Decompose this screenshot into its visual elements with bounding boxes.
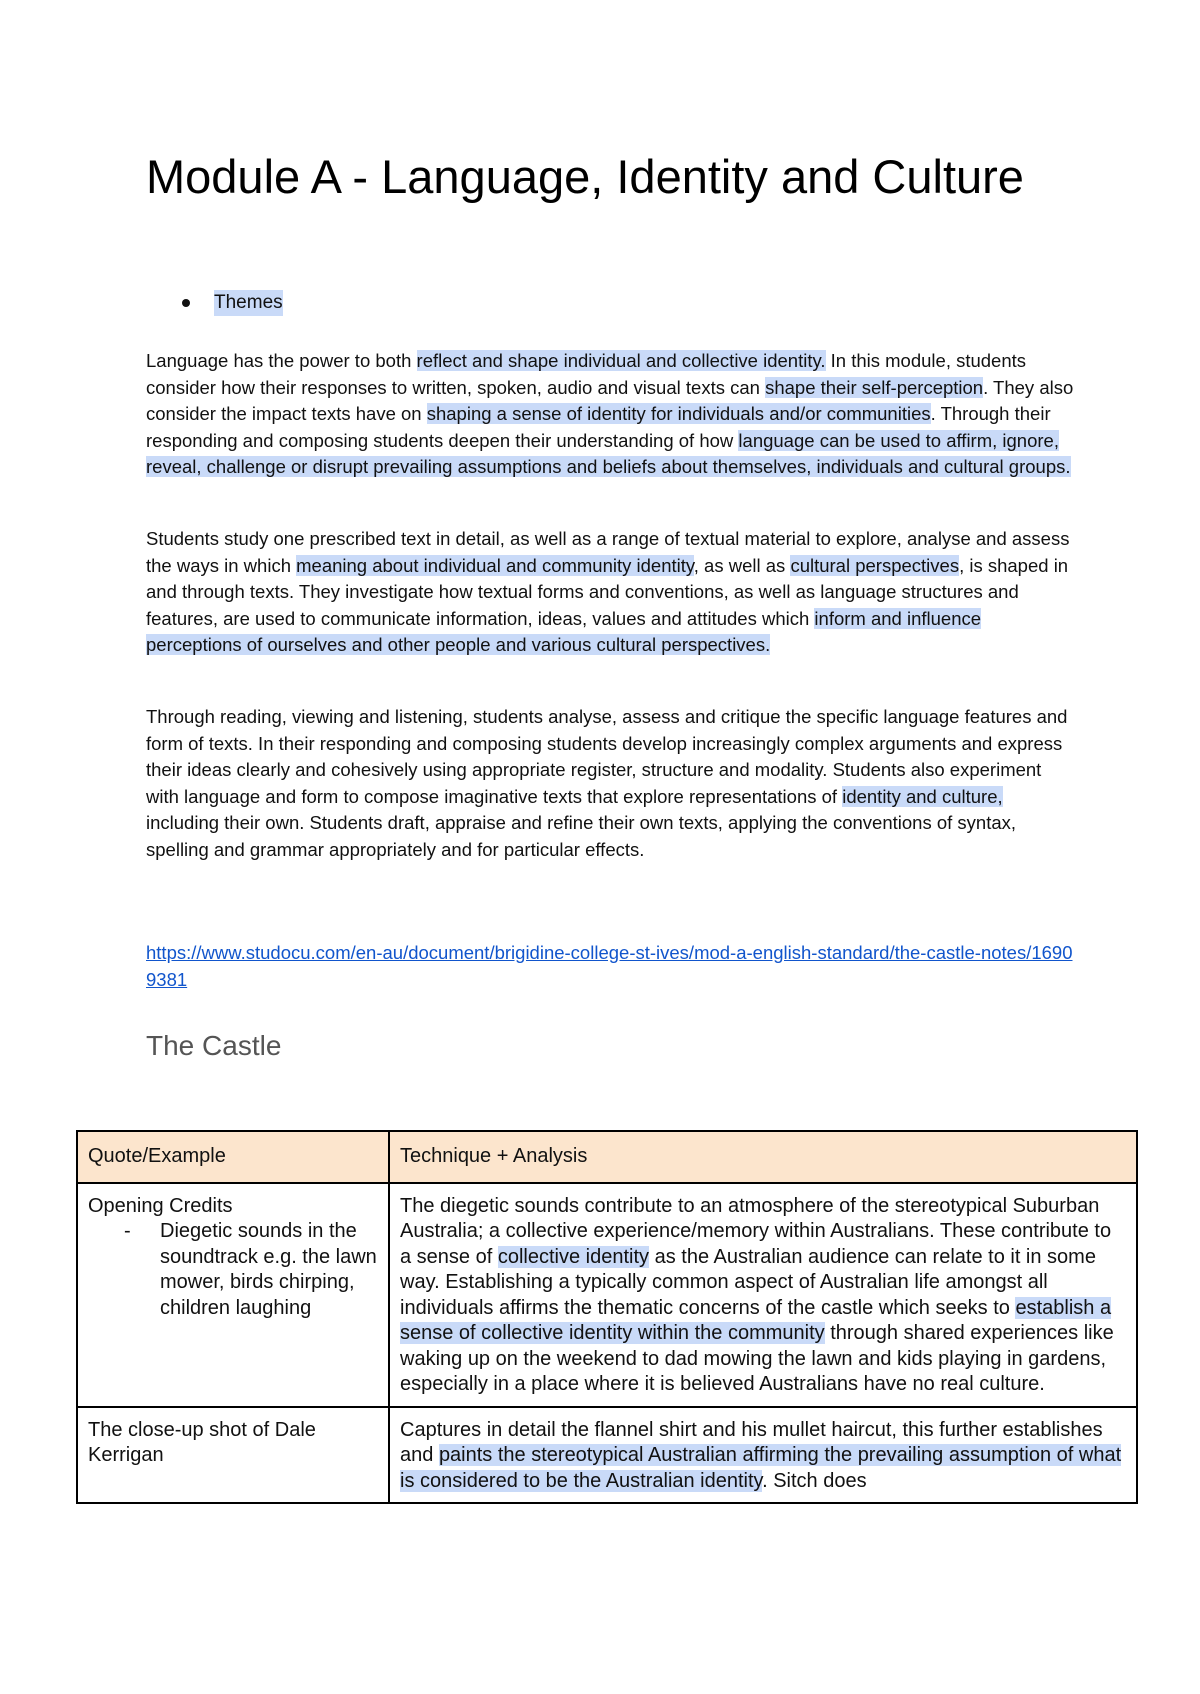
text-run: Language has the power to both xyxy=(146,350,417,371)
highlighted-text: paints the stereotypical Australian affirming the prevailing assumption of what is considered to be the Australian identity xyxy=(400,1444,1122,1492)
list-item xyxy=(88,1219,378,1321)
highlighted-text: meaning about individual and community identity xyxy=(296,554,694,576)
text-run: In this module, students consider how their responses to written, spoken, audio and visual texts can xyxy=(146,350,1027,398)
text-run: , is shaped in and through texts. They investigate how textual forms and conventions, as well as language structures and features, are used to communicate information, ideas, values and attitudes which xyxy=(146,554,1069,629)
table-header-row xyxy=(77,1131,1137,1183)
quote-cell: The close-up shot of Dale Kerrigan xyxy=(77,1407,389,1504)
highlighted-text: shape their self-perception xyxy=(765,376,984,398)
table-row xyxy=(77,1407,1137,1504)
analysis-cell xyxy=(389,1183,1137,1407)
highlighted-text: shaping a sense of identity for individuals and/or communities xyxy=(426,403,931,424)
header-technique-analysis: Technique + Analysis xyxy=(389,1131,1137,1183)
text-run: including their own. Students draft, appraise and refine their own texts, applying the conventions of syntax, spelling and grammar appropriately and for particular effects. xyxy=(146,812,1017,860)
paragraph-reading-viewing xyxy=(146,704,1076,863)
paragraph-prescribed-text xyxy=(146,526,1076,659)
themes-label: Themes xyxy=(214,290,283,316)
text-run: . Through their responding and composing students deepen their understanding of how xyxy=(146,403,1051,451)
dash-bullet: - xyxy=(124,1220,131,1242)
text-run: . They also consider the impact texts have on xyxy=(146,376,1074,424)
text-run: , as well as xyxy=(693,554,791,576)
section-heading-the-castle: The Castle xyxy=(146,1030,282,1061)
quote-sublist xyxy=(88,1219,378,1321)
highlighted-text: collective identity xyxy=(497,1245,650,1268)
highlighted-text: reflect and shape individual and collective identity. xyxy=(416,350,826,371)
header-quote-example: Quote/Example xyxy=(77,1131,389,1183)
highlighted-text: cultural perspectives xyxy=(790,554,960,576)
text-run: through shared experiences like waking up on the weekend to dad mowing the lawn and kids playing in gardens, especially in a place where it is believed Australians have no real culture. xyxy=(400,1322,1114,1395)
highlighted-text: establish a sense of collective identity within the community xyxy=(400,1296,1112,1344)
studocu-link[interactable]: https://www.studocu.com/en-au/document/brigidine-college-st-ives/mod-a-english-standard/the-castle-notes/16909381 xyxy=(146,942,1073,990)
themes-list xyxy=(182,290,283,316)
analysis-cell xyxy=(389,1407,1137,1504)
text-run: . Sitch does xyxy=(762,1469,867,1492)
table-row xyxy=(77,1183,1137,1407)
quote-cell xyxy=(77,1183,389,1407)
bullet-icon xyxy=(182,299,190,307)
text-run: The diegetic sounds contribute to an atmosphere of the stereotypical Suburban Australia; a collective experience/memory within Australians. These contribute to a sense of xyxy=(400,1194,1112,1268)
text-run: Through reading, viewing and listening, students analyse, assess and critique the specific language features and form of texts. In their responding and composing students develop increasingly complex arguments and express their ideas clearly and cohesively using appropriate register, structure and modality. Students also experiment with language and form to compose imaginative texts that explore representations of xyxy=(146,706,1068,807)
sub-bullet-text: Diegetic sounds in the soundtrack e.g. the lawn mower, birds chirping, children laughing xyxy=(160,1220,377,1319)
text-run: Students study one prescribed text in detail, as well as a range of textual material to explore, analyse and assess the ways in which xyxy=(146,528,1070,576)
highlighted-text: language can be used to affirm, ignore, reveal, challenge or disrupt prevailing assumptions and beliefs about themselves, individuals and cultural groups. xyxy=(146,429,1071,477)
page-title: Module A - Language, Identity and Culture xyxy=(146,150,1024,203)
paragraph-language-power xyxy=(146,348,1076,481)
text-run: as the Australian audience can relate to it in some way. Establishing a typically common aspect of Australian life amongst all individuals affirms the thematic concerns of the castle which seeks to xyxy=(400,1245,1096,1319)
analysis-table xyxy=(76,1130,1138,1504)
highlighted-text: identity and culture, xyxy=(842,785,1003,807)
text-run: Captures in detail the flannel shirt and his mullet haircut, this further establishes and xyxy=(400,1418,1103,1466)
highlighted-text: inform and influence perceptions of ourselves and other people and various cultural perspectives. xyxy=(146,607,982,655)
quote-text: Opening Credits xyxy=(88,1194,233,1217)
list-item xyxy=(182,290,283,316)
